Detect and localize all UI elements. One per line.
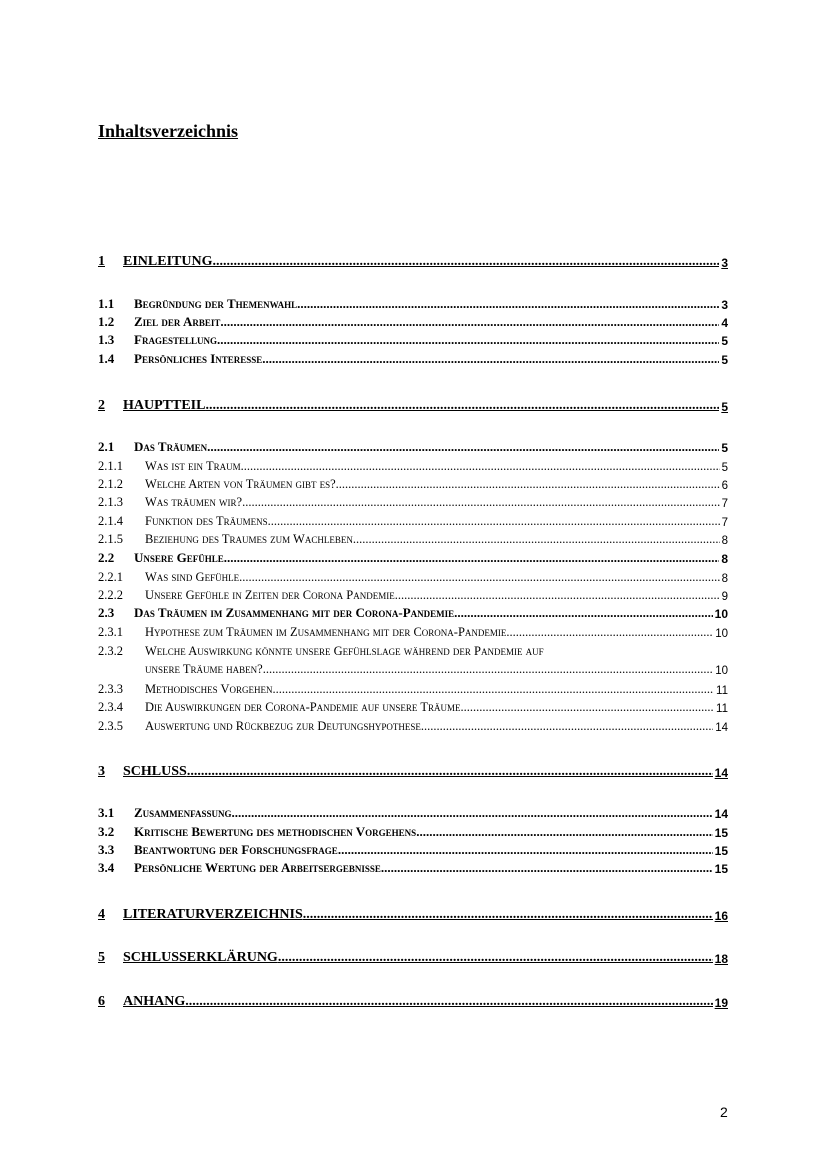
toc-number: 2.2.1 [98, 570, 123, 584]
page-title: Inhaltsverzeichnis [98, 121, 239, 141]
toc-number: 3.4 [98, 860, 115, 875]
toc-leader [278, 950, 713, 966]
toc-number: 2.3 [98, 605, 115, 620]
toc-entry-3-2[interactable] [98, 822, 728, 840]
toc-leader [460, 700, 714, 715]
toc-leader [336, 477, 720, 492]
toc-leader [263, 662, 713, 677]
toc-page: 7 [721, 498, 728, 510]
toc-page: 10 [714, 607, 728, 621]
toc-entry-2-2[interactable] [98, 548, 728, 566]
toc-entry-2-1-4[interactable] [98, 511, 728, 529]
toc-entry-2[interactable] [98, 394, 728, 414]
toc-number: 2.3.2 [98, 644, 123, 658]
toc-leader [506, 625, 713, 640]
toc-label: Was ist ein Traum [145, 459, 241, 473]
toc-page: 7 [721, 517, 728, 529]
toc-leader [297, 296, 719, 312]
toc-entry-3-1[interactable] [98, 803, 728, 821]
toc-leader [262, 351, 719, 367]
toc-number: 2.1 [98, 439, 115, 454]
toc-label-line2: unsere Träume haben? [145, 662, 263, 676]
toc-label: LITERATURVERZEICHNIS [123, 907, 303, 922]
toc-page: 4 [721, 316, 728, 330]
toc-number: 2.1.2 [98, 477, 123, 491]
toc-page: 3 [721, 256, 728, 270]
toc-entry-2-2-1[interactable] [98, 567, 728, 585]
toc-number: 2.1.5 [98, 532, 123, 546]
toc-label: Persönliche Wertung der Arbeitsergebnisse [134, 860, 381, 875]
toc-page: 5 [721, 441, 728, 455]
toc-label: Welche Arten von Träumen gibt es? [145, 477, 336, 491]
toc-page: 16 [714, 909, 728, 923]
toc-leader [205, 398, 719, 414]
toc-number: 3 [98, 764, 105, 779]
toc-leader [242, 495, 719, 510]
toc-label: Unsere Gefühle [134, 550, 224, 565]
toc-entry-1-4[interactable] [98, 349, 728, 367]
toc-page: 3 [721, 298, 728, 312]
toc-label: ANHANG [123, 994, 186, 1009]
toc-entry-5[interactable] [98, 946, 728, 966]
toc-number: 2 [98, 398, 105, 413]
toc-entry-2-2-2[interactable] [98, 585, 728, 603]
toc-label: Ziel der Arbeit [134, 314, 221, 329]
toc-entry-2-3-3[interactable] [98, 679, 728, 697]
toc-entry-2-3-1[interactable] [98, 622, 728, 640]
toc-label: Hypothese zum Träumen im Zusammenhang mit der Corona-Pandemie [145, 625, 507, 639]
toc-leader [207, 439, 719, 455]
toc-page: 8 [721, 573, 728, 585]
toc-page: 11 [716, 703, 728, 715]
toc-number: 2.2.2 [98, 588, 123, 602]
toc-number: 2.1.3 [98, 495, 123, 509]
toc-page: 8 [721, 552, 728, 566]
toc-number: 5 [98, 950, 105, 965]
toc-label: Das Träumen [134, 439, 208, 454]
toc-leader [185, 994, 712, 1010]
toc-page: 11 [716, 685, 728, 697]
toc-number: 3.2 [98, 824, 115, 839]
toc-leader [241, 459, 720, 474]
toc-label: Methodisches Vorgehen [145, 682, 273, 696]
toc-page: 14 [714, 807, 728, 821]
toc-label: Funktion des Träumens [145, 514, 268, 528]
toc-page: 6 [721, 480, 728, 492]
toc-page: 5 [721, 353, 728, 367]
toc-entry-1-3[interactable] [98, 330, 728, 348]
toc-number: 3.1 [98, 805, 115, 820]
toc-entry-2-3-5[interactable] [98, 716, 728, 734]
toc-number: 2.2 [98, 550, 115, 565]
toc-label: Das Träumen im Zusammenhang mit der Corona-Pandemie [134, 605, 455, 620]
toc-label: Zusammenfassung [134, 805, 232, 820]
toc-label: HAUPTTEIL [123, 398, 206, 413]
toc-leader [454, 605, 712, 621]
toc-label-line1: Welche Auswirkung könnte unsere Gefühlslage während der Pandemie auf [145, 644, 544, 658]
toc-page: 5 [721, 400, 728, 414]
toc-number: 2.3.4 [98, 700, 123, 714]
toc-leader [353, 532, 720, 547]
toc-number: 1.4 [98, 351, 115, 366]
toc-leader [220, 314, 719, 330]
toc-number: 4 [98, 907, 105, 922]
toc-entry-2-1-5[interactable] [98, 529, 728, 547]
toc-entry-6[interactable] [98, 990, 728, 1010]
toc-leader [212, 254, 719, 270]
toc-page: 5 [721, 462, 728, 474]
toc-number: 1.2 [98, 314, 115, 329]
toc-label: Begründung der Themenwahl [134, 296, 298, 311]
toc-leader [381, 860, 713, 876]
toc-number: 2.3.5 [98, 719, 123, 733]
toc-number: 1.1 [98, 296, 115, 311]
toc-page: 9 [721, 591, 728, 603]
toc-label: Fragestellung [134, 332, 217, 347]
toc-label: Kritische Bewertung des methodischen Vorgehens [134, 824, 417, 839]
toc-leader [224, 550, 720, 566]
toc-entry-2-3-4[interactable] [98, 697, 728, 715]
toc-leader [268, 514, 720, 529]
toc-number: 1.3 [98, 332, 115, 347]
toc-number: 2.3.1 [98, 625, 123, 639]
toc-number: 2.1.1 [98, 459, 123, 473]
toc-label: Was träumen wir? [145, 495, 243, 509]
toc-leader [338, 842, 713, 858]
toc-leader [187, 764, 713, 780]
toc-number: 1 [98, 254, 105, 269]
toc-label: Auswertung und Rückbezug zur Deutungshypothese [145, 719, 421, 733]
toc-page: 10 [715, 665, 728, 677]
toc-entry-2-1-2[interactable] [98, 474, 728, 492]
toc-entry-2-3[interactable] [98, 603, 728, 621]
toc-leader [217, 332, 719, 348]
toc-label: Beantwortung der Forschungsfrage [134, 842, 338, 857]
toc-label: SCHLUSSERKLÄRUNG [123, 950, 278, 965]
toc-page: 10 [715, 628, 728, 640]
toc-label: Unsere Gefühle in Zeiten der Corona Pandemie [145, 588, 395, 602]
toc-entry-3-4[interactable] [98, 858, 728, 876]
toc-label: Was sind Gefühle [145, 570, 240, 584]
toc-entry-2-1-1[interactable] [98, 456, 728, 474]
page-number: 2 [720, 1104, 728, 1120]
toc-label: Persönliches Interesse [134, 351, 263, 366]
toc-entry-3[interactable] [98, 760, 728, 780]
toc-label: SCHLUSS [123, 764, 187, 779]
toc-label: Die Auswirkungen der Corona-Pandemie auf unsere Träume [145, 700, 461, 714]
toc-entry-2-1-3[interactable] [98, 492, 728, 510]
toc-entry-2-3-2[interactable] [98, 641, 728, 677]
toc-leader [239, 570, 720, 585]
toc-leader [395, 588, 720, 603]
toc-label: EINLEITUNG [123, 254, 213, 269]
toc-entry-1-2[interactable] [98, 312, 728, 330]
toc-leader [421, 719, 713, 734]
toc-leader [232, 805, 713, 821]
toc-leader [273, 682, 715, 697]
toc-label: Beziehung des Traumes zum Wachleben [145, 532, 353, 546]
toc-page: 15 [714, 844, 728, 858]
toc-page: 15 [714, 826, 728, 840]
toc-page: 8 [721, 535, 728, 547]
toc-number: 2.1.4 [98, 514, 123, 528]
toc-page: 18 [714, 952, 728, 966]
toc-number: 6 [98, 994, 105, 1009]
toc-leader [303, 907, 713, 923]
toc-page: 14 [714, 766, 728, 780]
toc-entry-1[interactable] [98, 250, 728, 270]
toc-number: 2.3.3 [98, 682, 123, 696]
toc-entry-2-1[interactable] [98, 437, 728, 455]
toc-page: 15 [714, 862, 728, 876]
toc-entry-4[interactable] [98, 903, 728, 923]
toc-page: 5 [721, 334, 728, 348]
toc-number: 3.3 [98, 842, 115, 857]
toc-page: 14 [715, 722, 728, 734]
toc-leader [416, 824, 712, 840]
toc-entry-3-3[interactable] [98, 840, 728, 858]
toc-entry-1-1[interactable] [98, 294, 728, 312]
toc-page: 19 [714, 996, 728, 1010]
